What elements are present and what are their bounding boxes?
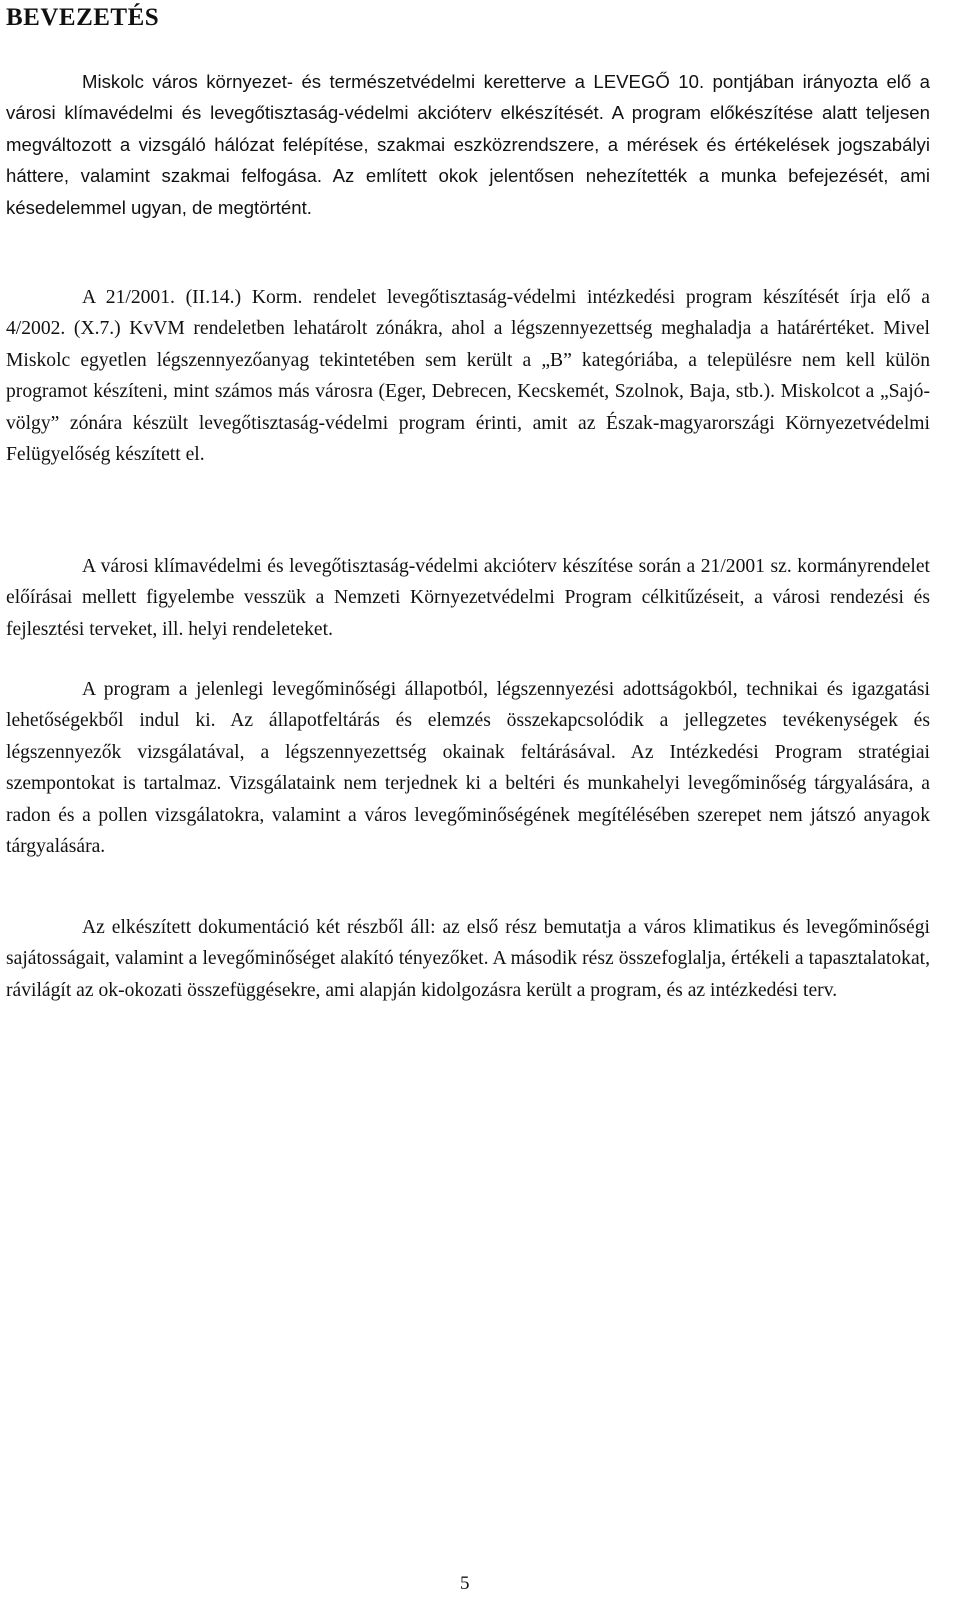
paragraph-action-plan: A városi klímavédelmi és levegőtisztaság-védelmi akcióterv készítése során a 21/2001 sz. kormányrendelet előírásai mellett figyelembe vesszük a Nemzeti Környezetvédelmi Program célkitűzéseit, a városi rendezési és fejlesztési terveket, ill. helyi rendeleteket. — [6, 556, 930, 640]
paragraph-regulation: A 21/2001. (II.14.) Korm. rendelet levegőtisztaság-védelmi intézkedési program készítését írja elő a 4/2002. (X.7.) KvVM rendeletben lehatárolt zónákra, ahol a légszennyezettség meghaladja a határértéket. Mivel Miskolc egyetlen légszennyezőanyag tekintetében sem került a „B” kategóriába, a településre nem kell külön programot készíteni, mint számos más városra (Eger, Debrecen, Kecskemét, Szolnok, Baja, stb.). Miskolcot a „Sajó-völgy” zónára készült levegőtisztaság-védelmi program érinti, amit az Észak-magyarországi Környezetvédelmi Felügyelőség készített el. — [6, 287, 930, 466]
paragraph-intro: Miskolc város környezet- és természetvédelmi keretterve a LEVEGŐ 10. pontjában irányozta elő a városi klímavédelmi és levegőtisztaság-védelmi akcióterv elkészítését. A program előkészítése alatt teljesen megváltozott a vizsgáló hálózat felépítése, szakmai eszközrendszere, a mérések és értékelések jogszabályi háttere, valamint szakmai felfogása. Az említett okok jelentősen nehezítették a munka befejezését, ami késedelemmel ugyan, de megtörtént. — [6, 71, 930, 218]
section-heading: BEVEZETÉS — [6, 4, 160, 31]
paragraph-program-scope: A program a jelenlegi levegőminőségi állapotból, légszennyezési adottságokból, technikai és igazgatási lehetőségekből indul ki. Az állapotfeltárás és elemzés összekapcsolódik a jellegzetes tevékenységek és légszennyezők vizsgálatával, a légszennyezettség okainak feltárásával. Az Intézkedési Program stratégiai szempontokat is tartalmaz. Vizsgálataink nem terjednek ki a beltéri és munkahelyi levegőminőség tárgyalására, a radon és a pollen vizsgálatokra, valamint a város levegőminőségének megítélésében szerepet nem játszó anyagok tárgyalására. — [6, 679, 930, 858]
page-number: 5 — [460, 1573, 470, 1594]
paragraph-documentation: Az elkészített dokumentáció két részből áll: az első rész bemutatja a város klimatikus és levegőminőségi sajátosságait, valamint a levegőminőséget alakító tényezőket. A második rész összefoglalja, értékeli a tapasztalatokat, rávilágít az ok-okozati összefüggésekre, ami alapján kidolgozásra került a program, és az intézkedési terv. — [6, 917, 930, 1001]
